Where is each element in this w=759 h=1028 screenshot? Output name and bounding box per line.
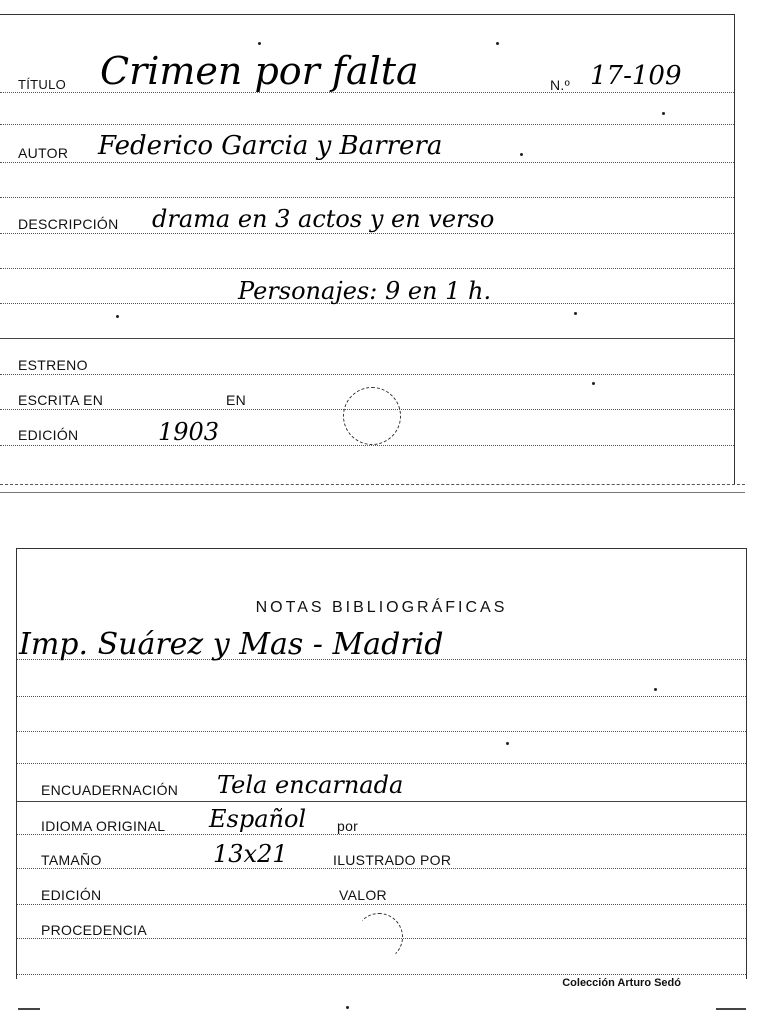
encuadernacion-value: Tela encarnada [217, 771, 404, 799]
ilustrado-label: ILUSTRADO POR [333, 852, 452, 868]
catalog-card-bottom [16, 548, 747, 979]
scan-speck [258, 42, 261, 45]
autor-label: AUTOR [18, 145, 69, 161]
idioma-label: IDIOMA ORIGINAL [41, 818, 166, 834]
stamp-circle [355, 913, 403, 961]
procedencia-label: PROCEDENCIA [41, 922, 147, 938]
rule-line [17, 904, 746, 905]
collection-credit: Colección Arturo Sedó [562, 977, 681, 989]
descripcion-value: drama en 3 actos y en verso [152, 205, 495, 233]
numero-value: 17-109 [590, 61, 682, 91]
rule-line [17, 763, 746, 764]
rule-line [0, 338, 734, 339]
titulo-value: Crimen por falta [100, 49, 419, 93]
scan-speck [116, 315, 119, 318]
idioma-value: Español [209, 805, 307, 833]
rule-line [0, 124, 734, 125]
tamano-value: 13x21 [213, 840, 288, 868]
en-label: EN [226, 392, 247, 408]
scan-speck [574, 312, 577, 315]
rule-line [17, 696, 746, 697]
scan-speck [592, 382, 595, 385]
scan-mark [716, 1008, 746, 1010]
tamano-label: TAMAÑO [41, 852, 102, 868]
stamp-circle [343, 387, 401, 445]
catalog-card-top [0, 14, 735, 485]
encuadernacion-label: ENCUADERNACIÓN [41, 782, 179, 798]
scan-speck [496, 42, 499, 45]
edicion-value: 1903 [158, 418, 220, 446]
rule-line [17, 801, 746, 802]
scan-speck [520, 153, 523, 156]
rule-line [0, 445, 734, 446]
rule-line [17, 834, 746, 835]
scan-speck [654, 688, 657, 691]
rule-line [0, 162, 734, 163]
notes-value: Imp. Suárez y Mas - Madrid [19, 627, 444, 662]
edicion-label: EDICIÓN [18, 427, 79, 443]
descripcion-label: DESCRIPCIÓN [18, 216, 119, 232]
scan-speck [506, 742, 509, 745]
personajes-value: Personajes: 9 en 1 h. [238, 277, 492, 305]
scan-speck [346, 1006, 349, 1009]
rule-line [17, 974, 746, 975]
estreno-label: ESTRENO [18, 357, 88, 373]
rule-line [17, 868, 746, 869]
scan-mark [18, 1008, 40, 1010]
rule-line [0, 374, 734, 375]
notas-heading: NOTAS BIBLIOGRÁFICAS [255, 599, 508, 616]
autor-value: Federico Garcia y Barrera [98, 131, 443, 161]
rule-line [17, 731, 746, 732]
rule-line [0, 233, 734, 234]
escrita-label: ESCRITA EN [18, 392, 104, 408]
numero-label: N.º [550, 77, 571, 93]
scan-speck [662, 112, 665, 115]
por-label: por [337, 818, 359, 834]
valor-label: VALOR [339, 887, 387, 903]
titulo-label: TÍTULO [18, 77, 67, 92]
edicion-label-2: EDICIÓN [41, 887, 102, 903]
rule-line [0, 268, 734, 269]
card-edge [0, 492, 745, 493]
card-edge [0, 484, 745, 485]
rule-line [0, 197, 734, 198]
